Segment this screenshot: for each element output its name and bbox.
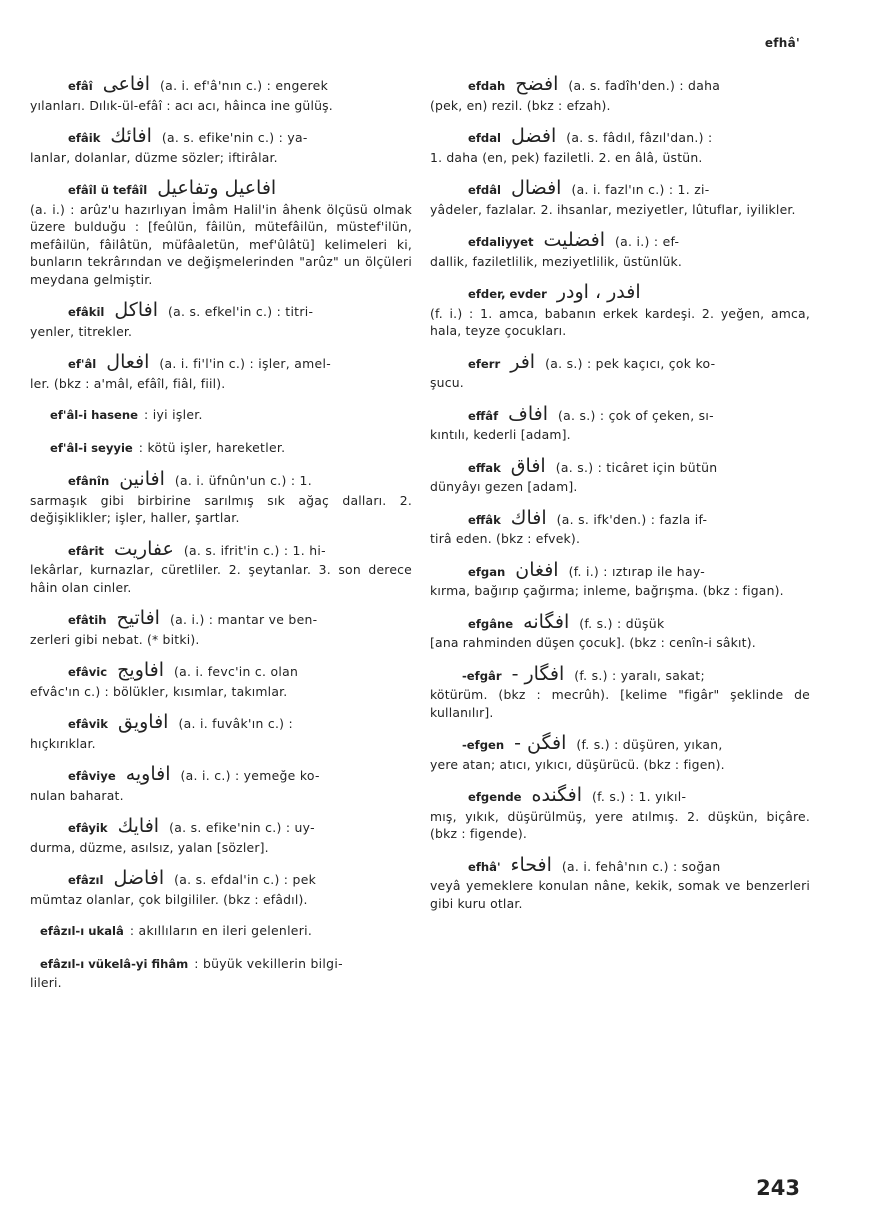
dictionary-entry — [430, 662, 810, 722]
dictionary-entry — [430, 610, 810, 652]
entry-first-line — [30, 177, 412, 200]
entry-definition-start: : kötü işler, hareketler. — [138, 439, 286, 455]
dictionary-entry — [30, 537, 412, 597]
guide-word: efhâ' — [764, 36, 800, 50]
entry-definition-start: (a. i. fazl'ın c.) : 1. zi- — [571, 182, 710, 197]
entry-definition-start: (a. i. fuvâk'ın c.) : — [178, 716, 294, 731]
entry-definition-start: (f. s.) : düşük — [579, 615, 665, 631]
entry-arabic-script: افگار - — [511, 662, 565, 685]
entry-definition: dallik, faziletlilik, meziyetlilik, üstünlük. — [430, 253, 683, 269]
entry-first-line — [430, 454, 810, 478]
entry-arabic-script: افضح — [515, 73, 559, 95]
entry-first-line — [430, 177, 810, 200]
dictionary-entry — [30, 406, 412, 425]
entry-arabic-script: افضليت — [543, 229, 606, 251]
dictionary-entry — [30, 711, 412, 752]
entry-definition-start: (a. s. efkel'in c.) : titri- — [167, 304, 314, 319]
entry-arabic-script: افاعی — [102, 73, 151, 95]
entry-headword: efâik — [68, 131, 101, 145]
entry-arabic-script: افگن - — [514, 732, 567, 754]
dictionary-entry — [30, 125, 412, 166]
entry-definition-start: (f. s.) : 1. yıkıl- — [592, 789, 687, 804]
entry-arabic-script: افاويج — [117, 659, 165, 681]
entry-arabic-script: افانين — [119, 468, 165, 490]
entry-headword: efâviye — [68, 769, 116, 783]
dictionary-entry — [30, 607, 412, 648]
entry-headword: efâvic — [68, 665, 108, 679]
entry-definition: lanlar, dolanlar, düzme sözler; iftirâlar. — [30, 149, 278, 165]
dictionary-entry — [430, 177, 810, 218]
dictionary-entry — [30, 351, 412, 392]
entry-definition-start: (a. i. üfnûn'un c.) : 1. — [174, 473, 312, 488]
entry-definition: durma, düzme, asılsız, yalan [sözler]. — [30, 839, 269, 855]
entry-headword: efgan — [468, 564, 506, 579]
dictionary-entry — [430, 784, 810, 843]
entry-headword: efder, evder — [468, 287, 547, 301]
entry-definition-start: (a. s. ifrit'in c.) : 1. hi- — [183, 542, 326, 558]
entry-definition: (pek, en) rezil. (bkz : efzah). — [430, 97, 611, 113]
entry-definition-start: (a. s. fadîh'den.) : daha — [568, 78, 721, 93]
dictionary-entry — [430, 558, 810, 600]
entry-first-line — [430, 853, 810, 877]
entry-first-line — [30, 607, 412, 630]
page-number: 243 — [756, 1176, 800, 1200]
entry-first-line — [30, 922, 412, 941]
entry-arabic-script: افر — [510, 350, 536, 373]
entry-headword: efgende — [468, 790, 522, 804]
dictionary-entry — [430, 402, 810, 444]
entry-definition-start: (a. s. efdal'in c.) : pek — [174, 872, 317, 887]
entry-definition: lekârlar, kurnazlar, cüretliler. 2. şeytanlar. 3. son derece hâin olan cinler. — [30, 562, 412, 595]
dictionary-entry — [30, 955, 412, 992]
entry-definition-start: (a. s.) : ticâret için bütün — [555, 459, 718, 475]
entry-definition-start: (a. s. efike'nin c.) : uy- — [169, 820, 315, 835]
entry-definition: yâdeler, fazlalar. 2. ihsanlar, meziyetler, lûtuflar, iyilikler. — [430, 201, 796, 217]
entry-definition-start: (f. s.) : yaralı, sakat; — [574, 667, 705, 683]
entry-arabic-script: افاتيح — [116, 607, 160, 629]
entry-definition-start: : akıllıların en ileri gelenleri. — [129, 923, 313, 938]
entry-definition: yere atan; atıcı, yıkıcı, düşürücü. (bkz : figen). — [430, 756, 725, 772]
entry-definition-start: (a. i. fehâ'nın c.) : soğan — [561, 858, 721, 874]
dictionary-entry — [30, 922, 412, 941]
entry-first-line — [30, 299, 412, 322]
entry-headword: -efgâr — [462, 668, 502, 683]
entry-arabic-script: افاعيل وتفاعيل — [157, 177, 277, 199]
entry-definition-start: (a. s. efike'nin c.) : ya- — [161, 130, 308, 145]
entry-definition: sarmaşık gibi birbirine sarılmış sık ağaç dalları. 2. değişiklikler; işler, haller, şartlar. — [30, 492, 412, 525]
entry-definition: nulan baharat. — [30, 787, 124, 803]
entry-headword: efâyik — [68, 821, 108, 835]
entry-definition: efvâc'ın c.) : bölükler, kısımlar, takımlar. — [30, 683, 288, 699]
entry-arabic-script: افايك — [117, 815, 160, 837]
entry-headword: efhâ' — [468, 859, 501, 874]
entry-definition: lileri. — [30, 975, 62, 990]
entry-arabic-script: افاكل — [114, 299, 158, 321]
entry-headword: ef'âl-i hasene — [50, 408, 139, 422]
entry-headword: eferr — [468, 356, 501, 371]
entry-arabic-script: افحاء — [510, 853, 552, 876]
entry-headword: effâf — [468, 408, 499, 423]
entry-definition-start: (a. s. fâdıl, fâzıl'dan.) : — [566, 130, 713, 145]
dictionary-entry — [30, 867, 412, 908]
dictionary-entry — [430, 506, 810, 548]
dictionary-entry — [30, 73, 412, 114]
entry-headword: effak — [468, 460, 501, 475]
entry-definition-start: (a. i. fevc'in c. olan — [174, 664, 299, 679]
entry-first-line — [430, 125, 810, 148]
entry-definition: şucu. — [430, 375, 464, 390]
entry-definition: kıntılı, kederli [adam]. — [430, 427, 571, 442]
entry-first-line — [30, 815, 412, 838]
entry-definition-start: (a. s.) : pek kaçıcı, çok ko- — [545, 355, 716, 371]
entry-first-line — [430, 73, 810, 96]
entry-arabic-script: افاويق — [117, 711, 169, 733]
entry-first-line — [430, 662, 810, 686]
entry-definition: yenler, titrekler. — [30, 323, 133, 339]
dictionary-entry — [30, 439, 412, 458]
entry-first-line — [30, 73, 412, 96]
left-column — [30, 73, 412, 1006]
dictionary-entry — [430, 732, 810, 773]
entry-arabic-script: افگانه — [523, 610, 570, 633]
entry-headword: efdaliyyet — [468, 235, 534, 249]
entry-definition: (a. i.) : arûz'u hazırlıyan İmâm Halil'in âhenk ölçüsü olmak üzere bulduğu : [feûlün, fâilün, mütefâilün, müstef'ilün, mefâilün, fâilâtün, müfâaletün, mef'ûlâtü] kelimeleri ki, bunların tekrârından ve değişmelerinden "arûz" un ölçüleri meydana gelmiştir. — [30, 201, 412, 287]
entry-first-line — [30, 867, 412, 890]
entry-definition: kırma, bağırıp çağırma; inleme, bağrışma. (bkz : figan). — [430, 583, 784, 598]
dictionary-entry — [430, 350, 810, 392]
entry-arabic-script: افاضل — [113, 867, 165, 889]
entry-definition: 1. daha (en, pek) faziletli. 2. en âlâ, üstün. — [430, 149, 703, 165]
entry-headword: efârit — [68, 543, 104, 558]
entry-first-line — [430, 402, 810, 426]
entry-definition: mış, yıkık, düşürülmüş, yere atılmış. 2. düşkün, biçâre. (bkz : figende). — [430, 808, 810, 841]
entry-definition: mümtaz olanlar, çok bilgililer. (bkz : efâdıl). — [30, 891, 308, 907]
entry-first-line — [430, 350, 810, 374]
entry-arabic-script: افگنده — [531, 784, 583, 806]
entry-headword: efâkil — [68, 305, 105, 319]
dictionary-entry — [30, 763, 412, 804]
entry-first-line — [430, 281, 810, 304]
dictionary-entry — [30, 468, 412, 527]
entry-headword: efdâl — [468, 183, 502, 197]
entry-definition-start: (a. s.) : çok of çeken, sı- — [557, 407, 714, 423]
entry-arabic-script: افضل — [511, 125, 557, 147]
dictionary-entry — [30, 177, 412, 288]
entry-definition-start: (a. i. c.) : yemeğe ko- — [180, 768, 320, 783]
entry-headword: efâzıl-ı ukalâ — [40, 924, 124, 938]
entry-definition: zerleri gibi nebat. (* bitki). — [30, 631, 200, 647]
entry-first-line — [30, 439, 412, 458]
dictionary-entry — [30, 815, 412, 856]
dictionary-entry — [430, 281, 810, 340]
entry-definition-start: (a. i.) : mantar ve ben- — [169, 612, 318, 627]
entry-first-line — [430, 558, 810, 582]
entry-definition-start: : iyi işler. — [144, 407, 203, 422]
entry-definition: dünyâyı gezen [adam]. — [430, 479, 578, 494]
entry-definition-start: (f. s.) : düşüren, yıkan, — [576, 737, 723, 752]
entry-arabic-script: افاق — [510, 454, 546, 477]
dictionary-entry — [430, 853, 810, 913]
entry-arabic-script: افدر ، اودر — [556, 281, 641, 303]
dictionary-entry — [30, 659, 412, 700]
entry-first-line — [30, 537, 412, 561]
entry-headword: ef'âl — [68, 357, 97, 371]
entry-definition-start: : büyük vekillerin bilgi- — [194, 955, 343, 971]
entry-arabic-script: افضال — [511, 177, 562, 199]
entry-first-line — [30, 125, 412, 148]
entry-headword: efdal — [468, 131, 502, 145]
entry-first-line — [30, 763, 412, 786]
entry-first-line — [30, 659, 412, 682]
entry-headword: -efgen — [462, 738, 505, 752]
entry-headword: efâîl ü tefâîl — [68, 183, 148, 197]
entry-first-line — [430, 784, 810, 807]
dictionary-entry — [430, 229, 810, 270]
entry-headword: efâtih — [68, 613, 107, 627]
entry-arabic-script: افائك — [110, 125, 152, 147]
entry-first-line — [30, 406, 412, 425]
entry-first-line — [430, 229, 810, 252]
dictionary-entry — [430, 125, 810, 166]
entry-headword: efânîn — [68, 474, 110, 488]
entry-headword: effâk — [468, 512, 501, 527]
entry-definition: yılanları. Dılık-ül-efâî : acı acı, hâinca ine gülüş. — [30, 97, 333, 113]
entry-definition: tirâ eden. (bkz : efvek). — [430, 531, 581, 546]
entry-first-line — [30, 711, 412, 734]
dictionary-entry — [430, 454, 810, 496]
entry-definition: [ana rahminden düşen çocuk]. (bkz : cenîn-i sâkıt). — [430, 635, 756, 650]
entry-headword: efgâne — [468, 616, 514, 631]
entry-headword: efâzıl-ı vükelâ-yi fihâm — [40, 956, 189, 971]
entry-definition-start: (f. i.) : ıztırap ile hay- — [568, 563, 706, 579]
entry-headword: efâî — [68, 79, 93, 93]
entry-definition: hıçkırıklar. — [30, 735, 96, 751]
entry-first-line — [430, 610, 810, 634]
entry-arabic-script: افاف — [508, 402, 548, 425]
entry-first-line — [30, 468, 412, 491]
entry-definition-start: (a. i. ef'â'nın c.) : engerek — [160, 78, 329, 93]
entry-definition: kötürüm. (bkz : mecrûh). [kelime "figâr" şeklinde de kullanılır]. — [430, 687, 810, 720]
entry-first-line — [30, 955, 412, 974]
entry-definition: ler. (bkz : a'mâl, efâîl, fiâl, fiil). — [30, 375, 226, 391]
entry-definition-start: (a. i.) : ef- — [615, 234, 680, 249]
entry-arabic-script: افاك — [510, 506, 547, 529]
right-column — [430, 73, 810, 926]
dictionary-entry — [430, 73, 810, 114]
entry-definition-start: (a. s. ifk'den.) : fazla if- — [556, 511, 708, 527]
entry-arabic-script: افعال — [106, 351, 150, 373]
entry-arabic-script: افاويه — [125, 763, 171, 785]
dictionary-entry — [30, 299, 412, 340]
entry-headword: efdah — [468, 79, 506, 93]
entry-definition-start: (a. i. fi'l'in c.) : işler, amel- — [159, 356, 331, 371]
entry-first-line — [430, 506, 810, 530]
entry-first-line — [30, 351, 412, 374]
entry-definition: (f. i.) : 1. amca, babanın erkek kardeşi. 2. yeğen, amca, hala, teyze çocukları. — [430, 305, 810, 338]
entry-arabic-script: افغان — [515, 558, 559, 581]
entry-first-line — [430, 732, 810, 755]
entry-definition: veyâ yemeklere konulan nâne, kekik, somak ve benzerleri gibi kuru otlar. — [430, 878, 810, 911]
entry-headword: ef'âl-i seyyie — [50, 440, 133, 455]
entry-arabic-script: عفاريت — [113, 537, 174, 560]
entry-headword: efâzıl — [68, 873, 104, 887]
entry-headword: efâvik — [68, 717, 108, 731]
